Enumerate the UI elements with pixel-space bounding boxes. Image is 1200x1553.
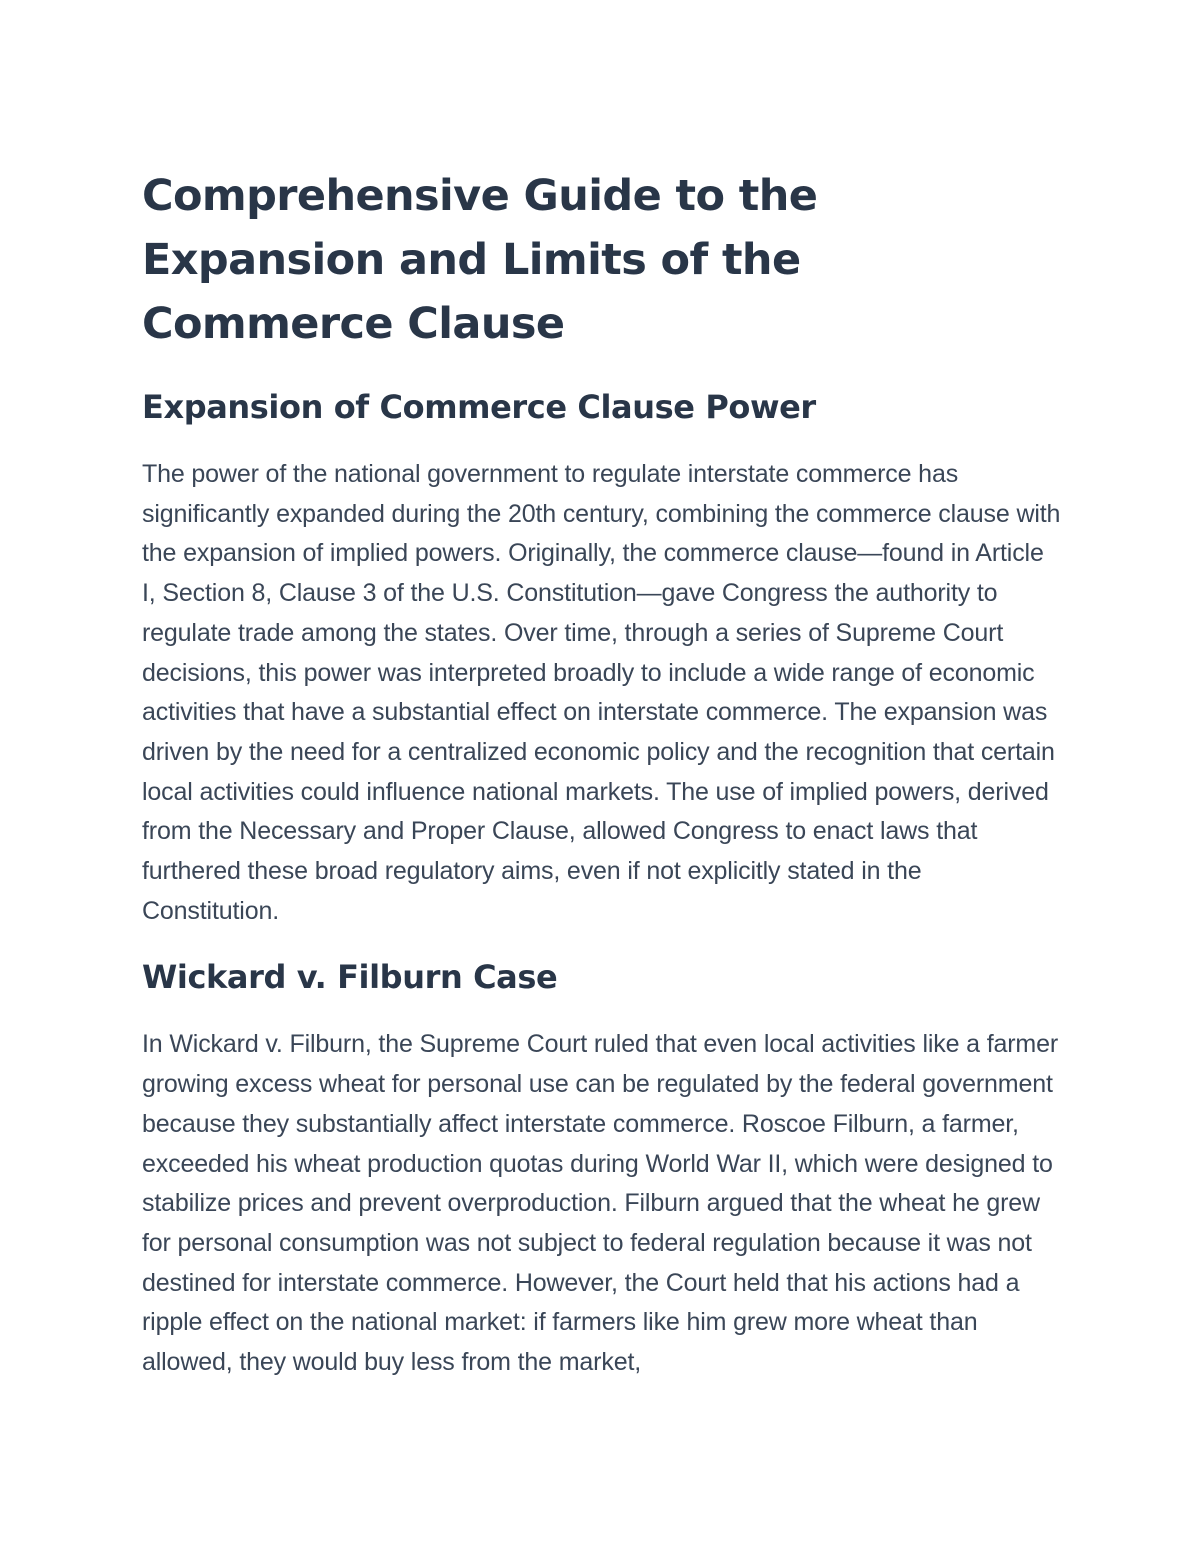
document-title: Comprehensive Guide to the Expansion and Limits of the Commerce Clause <box>142 171 818 349</box>
section-paragraph: The power of the national government to regulate interstate commerce has significantly expanded during the 20th century, combining the commerce clause with the expansion of implied powers. Originally, the commerce clause—found in Article I, Section 8, Clause 3 of the U.S. Constitution—gave Congress the authority to regulate trade among the states. Over time, through a series of Supreme Court decisions, this power was interpreted broadly to include a wide range of economic activities that have a substantial effect on interstate commerce. The expansion was driven by the need for a centralized economic policy and the recognition that certain local activities could influence national markets. The use of implied powers, derived from the Necessary and Proper Clause, allowed Congress to enact laws that furthered these broad regulatory aims, even if not explicitly stated in the Constitution. <box>142 460 1061 925</box>
document-page <box>142 164 1062 1383</box>
section-expansion <box>142 385 1062 931</box>
section-heading: Wickard v. Filburn Case <box>142 958 558 997</box>
section-wickard-v-filburn <box>142 955 1062 1382</box>
section-heading: Expansion of Commerce Clause Power <box>142 388 816 426</box>
section-paragraph: In Wickard v. Filburn, the Supreme Court ruled that even local activities like a farmer growing excess wheat for personal use can be regulated by the federal government because they substantially affect interstate commerce. Roscoe Filburn, a farmer, exceeded his wheat production quotas during World War II, which were designed to stabilize prices and prevent overproduction. Filburn argued that the wheat he grew for personal consumption was not subject to federal regulation because it was not destined for interstate commerce. However, the Court held that his actions had a ripple effect on the national market: if farmers like him grew more wheat than allowed, they would buy less from the market, <box>142 1030 1059 1377</box>
